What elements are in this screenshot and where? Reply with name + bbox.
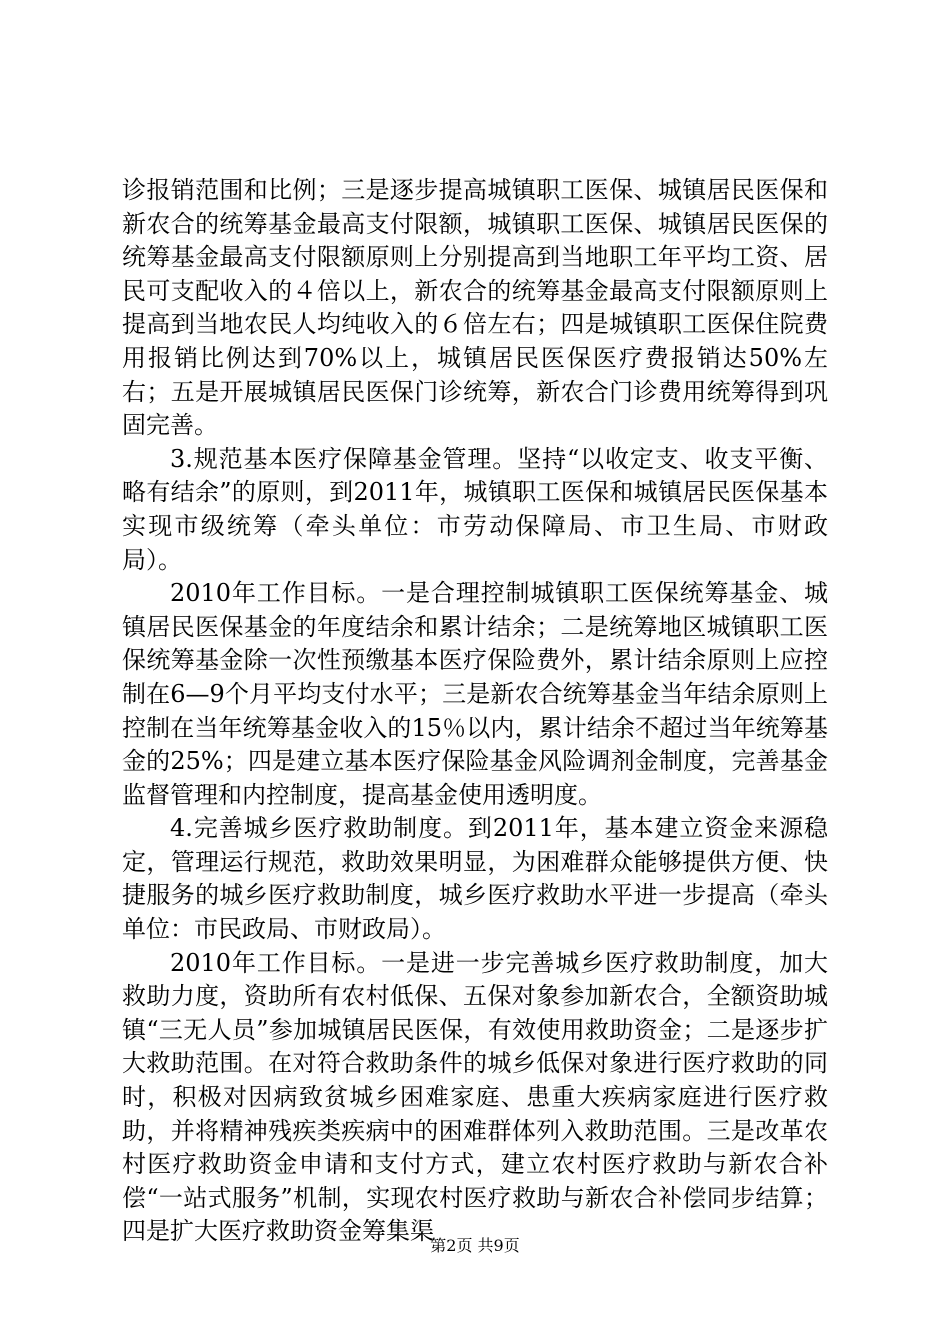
paragraph-continuation: 诊报销范围和比例；三是逐步提高城镇职工医保、城镇居民医保和新农合的统筹基金最高支付限额，城镇职工医保、城镇居民医保的统筹基金最高支付限额原则上分别提高到当地职工年平均工资、居民可支配收入的４倍以上，新农合的统筹基金最高支付限额原则上提高到当地农民人均纯收入的６倍左右；四是城镇职工医保住院费用报销比例达到70%以上，城镇居民医保医疗费报销达50%左右；五是开展城镇居民医保门诊统筹，新农合门诊费用统筹得到巩固完善。	[122, 176, 828, 440]
document-body	[122, 174, 828, 1249]
paragraph-2010-goals-fund: 2010年工作目标。一是合理控制城镇职工医保统筹基金、城镇居民医保基金的年度结余和累计结余；二是统筹地区城镇职工医保统筹基金除一次性预缴基本医疗保险费外，累计结余原则上应控制在6—9个月平均支付水平；三是新农合统筹基金当年结余原则上控制在当年统筹基金收入的15％以内，累计结余不超过当年统筹基金的25%；四是建立基本医疗保险基金风险调剂金制度，完善基金监督管理和内控制度，提高基金使用透明度。	[122, 579, 828, 809]
paragraph-fund-management: 3.规范基本医疗保障基金管理。坚持“以收定支、收支平衡、略有结余”的原则，到2011年，城镇职工医保和城镇居民医保基本实现市级统筹（牵头单位：市劳动保障局、市卫生局、市财政局）。	[122, 444, 828, 574]
page-footer: 第2页 共9页	[430, 1236, 520, 1255]
paragraph-2010-goals-assistance: 2010年工作目标。一是进一步完善城乡医疗救助制度，加大救助力度，资助所有农村低保、五保对象参加新农合，全额资助城镇“三无人员”参加城镇居民医保，有效使用救助资金；二是逐步扩大救助范围。在对符合救助条件的城乡低保对象进行医疗救助的同时，积极对因病致贫城乡困难家庭、患重大疾病家庭进行医疗救助，并将精神残疾类疾病中的困难群体列入救助范围。三是改革农村医疗救助资金申请和支付方式，建立农村医疗救助与新农合补偿“一站式服务”机制，实现农村医疗救助与新农合补偿同步结算；四是扩大医疗救助资金筹集渠	[122, 948, 828, 1246]
paragraph-medical-assistance: 4.完善城乡医疗救助制度。到2011年，基本建立资金来源稳定，管理运行规范，救助效果明显，为困难群众能够提供方便、快捷服务的城乡医疗救助制度，城乡医疗救助水平进一步提高（牵头单位：市民政局、市财政局）。	[122, 814, 828, 944]
